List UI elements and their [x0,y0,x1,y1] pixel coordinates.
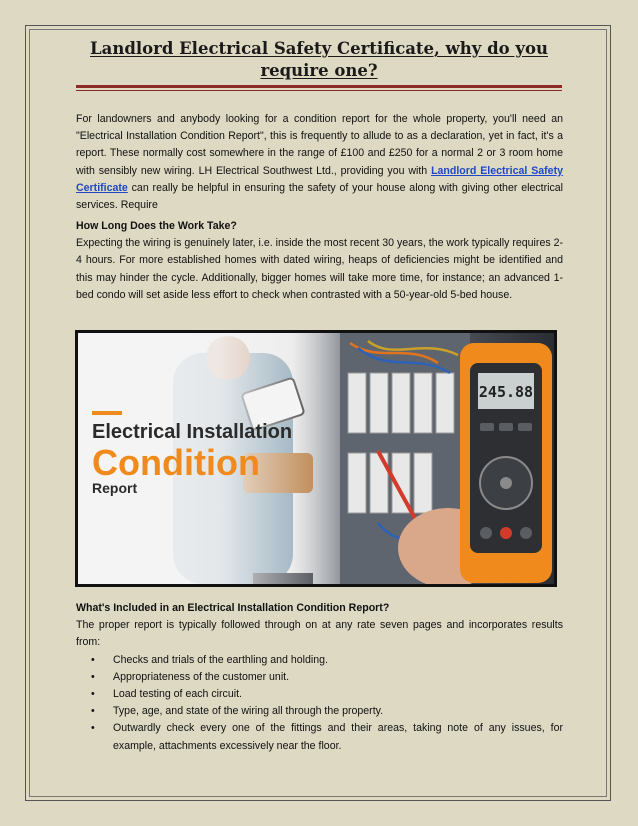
included-body: The proper report is typically followed through on at any rate seven pages and incorporates results from: [76,619,563,649]
list-item: • Appropriateness of the customer unit. [113,669,563,686]
image-title-line3: Report [92,480,138,496]
duration-section [76,218,563,304]
page-title: Landlord Electrical Safety Certificate, why do you require one? [90,39,548,80]
title-divider-thin [76,90,562,91]
list-item: • Checks and trials of the earthling and holding. [113,652,563,669]
list-item: • Type, age, and state of the wiring all through the property. [113,703,563,720]
intro-text-start: For landowners and anybody looking for a condition report for the whole property, you'll need an "Electrical Installation Condition Report", this is frequently to allude to as a declaration, yet in fact, it's a report. These normally cost somewhere in the range of £100 and £250 for a normal 2 or 3 room home with sensibly new wiring. LH Electrical Southwest Ltd., providing you with [76,113,563,177]
title-divider [76,85,562,88]
included-section [76,600,563,755]
eicr-hero-image [75,330,557,587]
duration-heading: How Long Does the Work Take? [76,220,237,232]
included-heading: What's Included in an Electrical Installation Condition Report? [76,602,390,614]
image-title-line1: Electrical Installation [92,421,293,443]
list-item: • Load testing of each circuit. [113,686,563,703]
duration-body: Expecting the wiring is genuinely later, i.e. inside the most recent 30 years, the work typically requires 2-4 hours. For more established homes with dated wiring, heaps of deficiencies might be identified and this may hinder the cycle. Additionally, bigger homes will take more time, for instance; an advanced 1-bed condo will set aside less effort to check when contrasted with a 50-year-old 5-bed house. [76,237,563,301]
intro-text-end: can really be helpful in ensuring the safety of your house along with giving other electrical services. Require [76,181,563,212]
intro-paragraph [76,111,563,214]
image-title-line2: Condition [92,442,260,483]
multimeter-readout: 245.88 [478,383,534,401]
included-list [76,652,563,755]
safety-certificate-link[interactable]: Landlord Electrical Safety Certificate [76,164,563,194]
list-item: • Outwardly check every one of the fittings and their areas, taking note of any issues, for example, attachments excessively near the floor. [113,720,563,754]
